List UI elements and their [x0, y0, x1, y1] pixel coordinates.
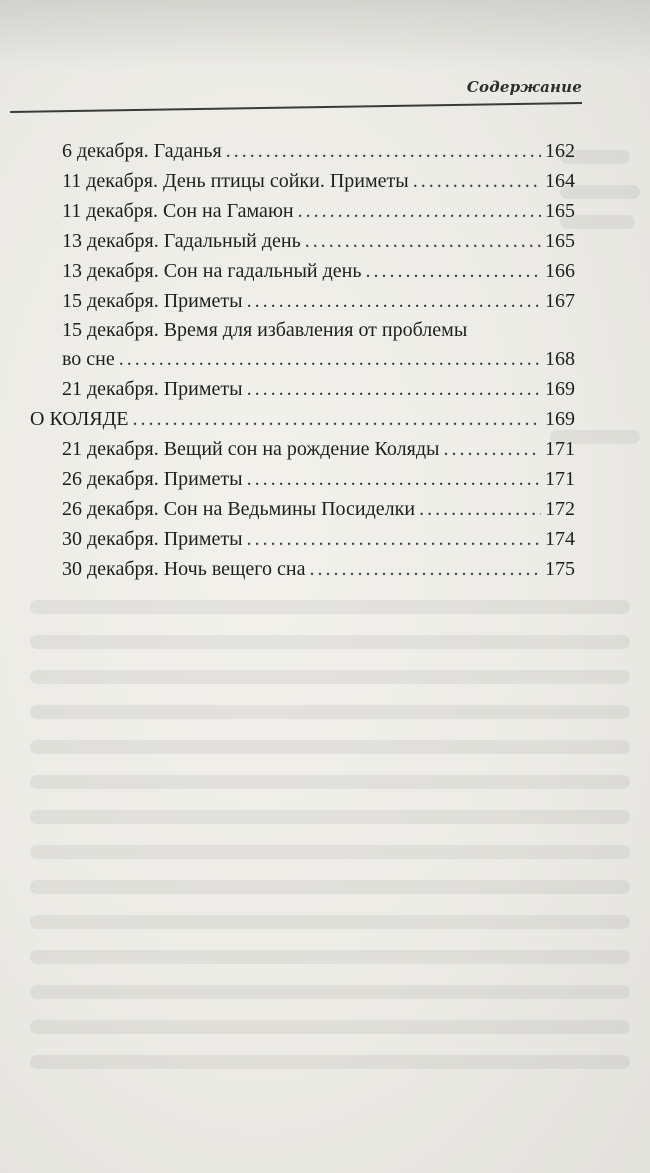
toc-entry-title: 21 декабря. Приметы	[62, 378, 243, 400]
toc-entry-title: 11 декабря. Сон на Гамаюн	[62, 200, 294, 222]
toc-entry-page: 175	[545, 558, 575, 580]
toc-entry-title: 13 декабря. Сон на гадальный день	[62, 260, 362, 282]
toc-section-entry	[30, 404, 575, 434]
toc-entry-page: 168	[545, 348, 575, 370]
toc-entry-title: 15 декабря. Время для избавления от проблемы	[62, 319, 468, 341]
toc-entry-title: 11 декабря. День птицы сойки. Приметы	[62, 170, 409, 192]
toc-entry	[30, 136, 575, 166]
toc-entry-page: 164	[545, 170, 575, 192]
toc-entry-page: 165	[545, 230, 575, 252]
dot-leader	[247, 464, 541, 494]
dot-leader	[419, 494, 541, 524]
toc-entry	[30, 196, 575, 226]
toc-entry-page: 165	[545, 200, 575, 222]
toc-entry	[30, 256, 575, 286]
table-of-contents	[30, 136, 575, 584]
toc-entry-title: 13 декабря. Гадальный день	[62, 230, 301, 252]
dot-leader	[413, 166, 541, 196]
toc-entry	[30, 286, 575, 316]
toc-entry	[30, 464, 575, 494]
toc-entry-title: 15 декабря. Приметы	[62, 290, 243, 312]
toc-entry-page: 169	[545, 378, 575, 400]
running-head: Содержание	[466, 78, 582, 96]
dot-leader	[365, 256, 541, 286]
toc-entry-page: 162	[545, 140, 575, 162]
toc-entry-title: во сне	[62, 348, 115, 370]
dot-leader	[247, 374, 541, 404]
dot-leader	[305, 226, 541, 256]
toc-entry-page: 167	[545, 290, 575, 312]
toc-entry	[30, 524, 575, 554]
toc-entry-continuation	[30, 344, 575, 374]
toc-entry	[30, 226, 575, 256]
toc-entry-page: 172	[545, 498, 575, 520]
toc-entry-title: 30 декабря. Ночь вещего сна	[62, 558, 306, 580]
toc-entry-page: 171	[545, 438, 575, 460]
dot-leader	[247, 524, 541, 554]
toc-entry	[30, 166, 575, 196]
dot-leader	[309, 554, 541, 584]
toc-entry-page: 174	[545, 528, 575, 550]
dot-leader	[247, 286, 541, 316]
toc-entry-title: 26 декабря. Приметы	[62, 468, 243, 490]
dot-leader	[298, 196, 541, 226]
toc-entry	[30, 434, 575, 464]
toc-entry	[30, 316, 575, 344]
toc-entry-page: 171	[545, 468, 575, 490]
toc-section-title: О КОЛЯДЕ	[30, 408, 129, 430]
toc-entry-title: 6 декабря. Гаданья	[62, 140, 222, 162]
toc-entry-title: 30 декабря. Приметы	[62, 528, 243, 550]
toc-entry-title: 26 декабря. Сон на Ведьмины Посиделки	[62, 498, 416, 520]
toc-entry-page: 169	[545, 408, 575, 430]
dot-leader	[133, 404, 542, 434]
toc-entry	[30, 494, 575, 524]
dot-leader	[119, 344, 541, 374]
toc-entry	[30, 554, 575, 584]
dot-leader	[226, 136, 541, 166]
toc-entry	[30, 374, 575, 404]
dot-leader	[443, 434, 541, 464]
toc-entry-page: 166	[545, 260, 575, 282]
toc-entry-title: 21 декабря. Вещий сон на рождение Коляды	[62, 438, 440, 460]
